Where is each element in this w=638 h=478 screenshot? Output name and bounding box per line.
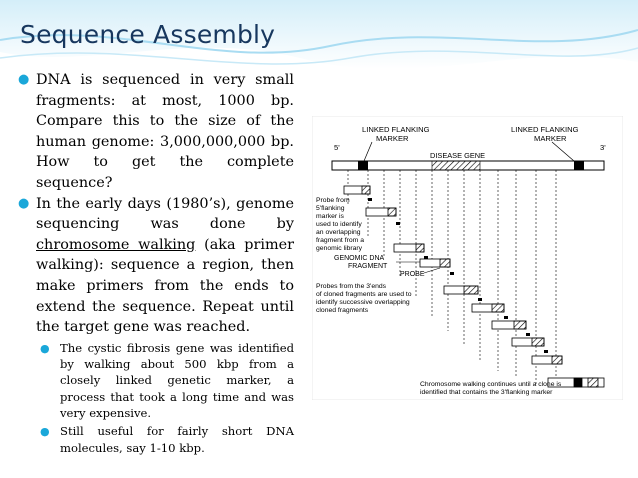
sub-bullet-1-text: The cystic fibrosis gene was identified by walking about 500 kbp from a closely linked genetic marker, a process that took a long time and was very expensive. <box>60 340 294 420</box>
right-flanking-marker <box>574 161 584 170</box>
sub-bullet-2-text: Still useful for fairly short DNA molecules, say 1-10 kbp. <box>60 424 294 455</box>
bullet-2 <box>18 194 294 338</box>
sub-bullet-2 <box>40 423 294 456</box>
probes-caption-line: Probes from the 3'ends <box>316 283 387 290</box>
bullet-icon: ● <box>40 425 50 439</box>
slide-title: Sequence Assembly <box>20 20 276 49</box>
genomic-fragment-label-2: FRAGMENT <box>348 263 388 270</box>
chromosome-walking-term: chromosome walking <box>36 236 196 253</box>
probe-caption-line: fragment from a <box>316 237 364 244</box>
five-prime-label: 5' <box>334 143 340 152</box>
left-marker-label-2: MARKER <box>376 134 409 143</box>
probe-caption-line: an overlapping <box>316 229 361 236</box>
probe-caption-line: Probe from <box>316 197 350 204</box>
probe-label: PROBE <box>400 271 425 278</box>
three-prime-label: 3' <box>600 143 606 152</box>
bullet-icon: ● <box>18 72 30 87</box>
probe-caption-line: marker is <box>316 213 344 220</box>
probes-caption-line: cloned fragments <box>316 307 369 314</box>
bullet-2-text-after: (aka primer walking): sequence a region, then make primers from the ends to extend the sequence. Repeat until the target gene was reached. <box>36 236 294 336</box>
probes-caption-line: identify successive overlapping <box>316 299 410 306</box>
chromosome-walking-diagram <box>312 116 623 400</box>
disease-gene-region <box>432 161 480 170</box>
genomic-fragment-label-1: GENOMIC DNA <box>334 255 385 262</box>
bottom-caption-line: identified that contains the 3'flanking marker <box>420 389 553 396</box>
bullet-icon: ● <box>40 341 50 355</box>
probe-caption-line: genomic library <box>316 245 363 252</box>
right-marker-label-1: LINKED FLANKING <box>511 125 579 134</box>
slide-body <box>18 70 294 456</box>
disease-gene-label: DISEASE GENE <box>430 151 486 160</box>
left-flanking-marker <box>358 161 368 170</box>
bottom-caption <box>420 381 562 396</box>
bullet-1-text: DNA is sequenced in very small fragments: at most, 1000 bp. Compare this to the size of the human genome: 3,000,000,000 bp. How to get the complete sequence? <box>36 72 294 191</box>
right-marker-label-2: MARKER <box>534 134 567 143</box>
bottom-caption-line: Chromosome walking continues until a clone is <box>420 381 562 388</box>
probes-caption-line: of cloned fragments are used to <box>316 291 412 298</box>
bullet-1 <box>18 70 294 194</box>
bullet-icon: ● <box>18 195 30 211</box>
probe-caption-line: 5'flanking <box>316 205 345 212</box>
bullet-2-text-before: In the early days (1980’s), genome sequencing was done by <box>36 195 294 233</box>
sub-bullet-1 <box>40 340 294 421</box>
left-marker-label-1: LINKED FLANKING <box>362 125 430 134</box>
probe-caption-line: used to identify <box>316 221 362 228</box>
